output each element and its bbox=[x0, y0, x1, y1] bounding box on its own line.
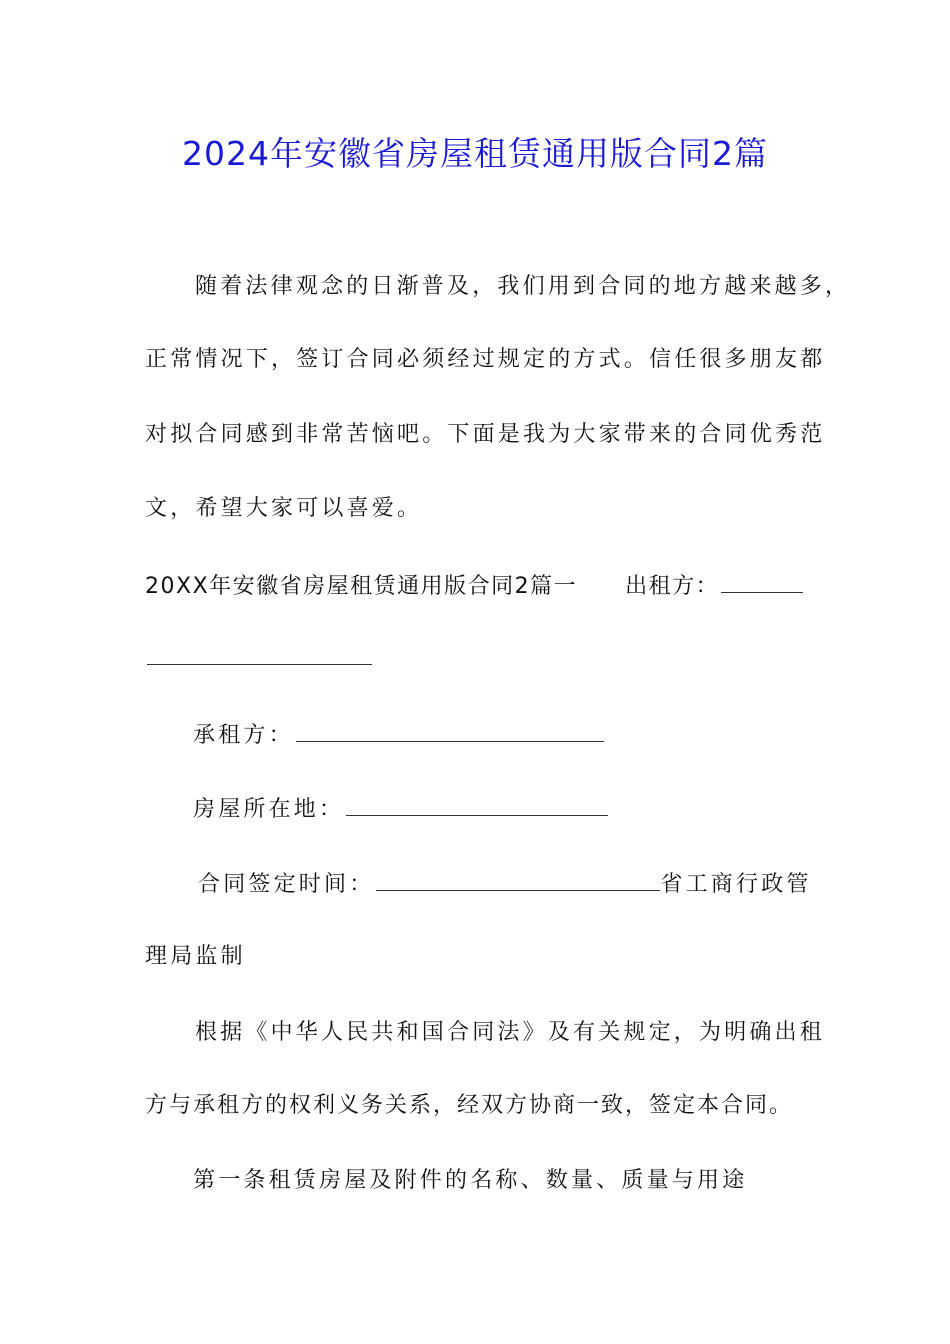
lessor-label: 出租方： bbox=[625, 574, 720, 599]
lessee-label: 承租方： bbox=[193, 723, 294, 748]
article-1-heading: 第一条租赁房屋及附件的名称、数量、质量与用途 bbox=[193, 1168, 748, 1193]
document-title: 2024年安徽省房屋租赁通用版合同2篇 bbox=[182, 134, 768, 173]
basis-line-1: 根据《中华人民共和国合同法》及有关规定，为明确出租 bbox=[195, 1020, 826, 1045]
date-blank bbox=[376, 868, 660, 891]
intro-line-4: 文，希望大家可以喜爱。 bbox=[145, 496, 423, 521]
date-row bbox=[198, 868, 812, 900]
supervisor-part-1: 省工商行政管 bbox=[660, 872, 812, 897]
section-heading: 20XX年安徽省房屋租赁通用版合同2篇一 bbox=[145, 574, 578, 599]
location-row bbox=[193, 793, 608, 825]
section-heading-row bbox=[145, 570, 803, 602]
supervisor-part-2: 理局监制 bbox=[145, 944, 246, 969]
intro-line-3: 对拟合同感到非常苦恼吧。下面是我为大家带来的合同优秀范 bbox=[145, 422, 826, 447]
intro-line-1: 随着法律观念的日渐普及，我们用到合同的地方越来越多， bbox=[195, 274, 851, 299]
lessee-blank bbox=[296, 719, 604, 742]
basis-line-2: 方与承租方的权利义务关系，经双方协商一致，签定本合同。 bbox=[145, 1093, 794, 1118]
intro-line-2: 正常情况下，签订合同必须经过规定的方式。信任很多朋友都 bbox=[145, 347, 826, 372]
location-label: 房屋所在地： bbox=[193, 797, 345, 822]
location-blank bbox=[346, 793, 608, 816]
lessor-blank-1 bbox=[721, 570, 803, 593]
lessee-row bbox=[193, 719, 604, 751]
lessor-blank-2 bbox=[147, 642, 372, 665]
date-label: 合同签定时间： bbox=[198, 872, 375, 897]
